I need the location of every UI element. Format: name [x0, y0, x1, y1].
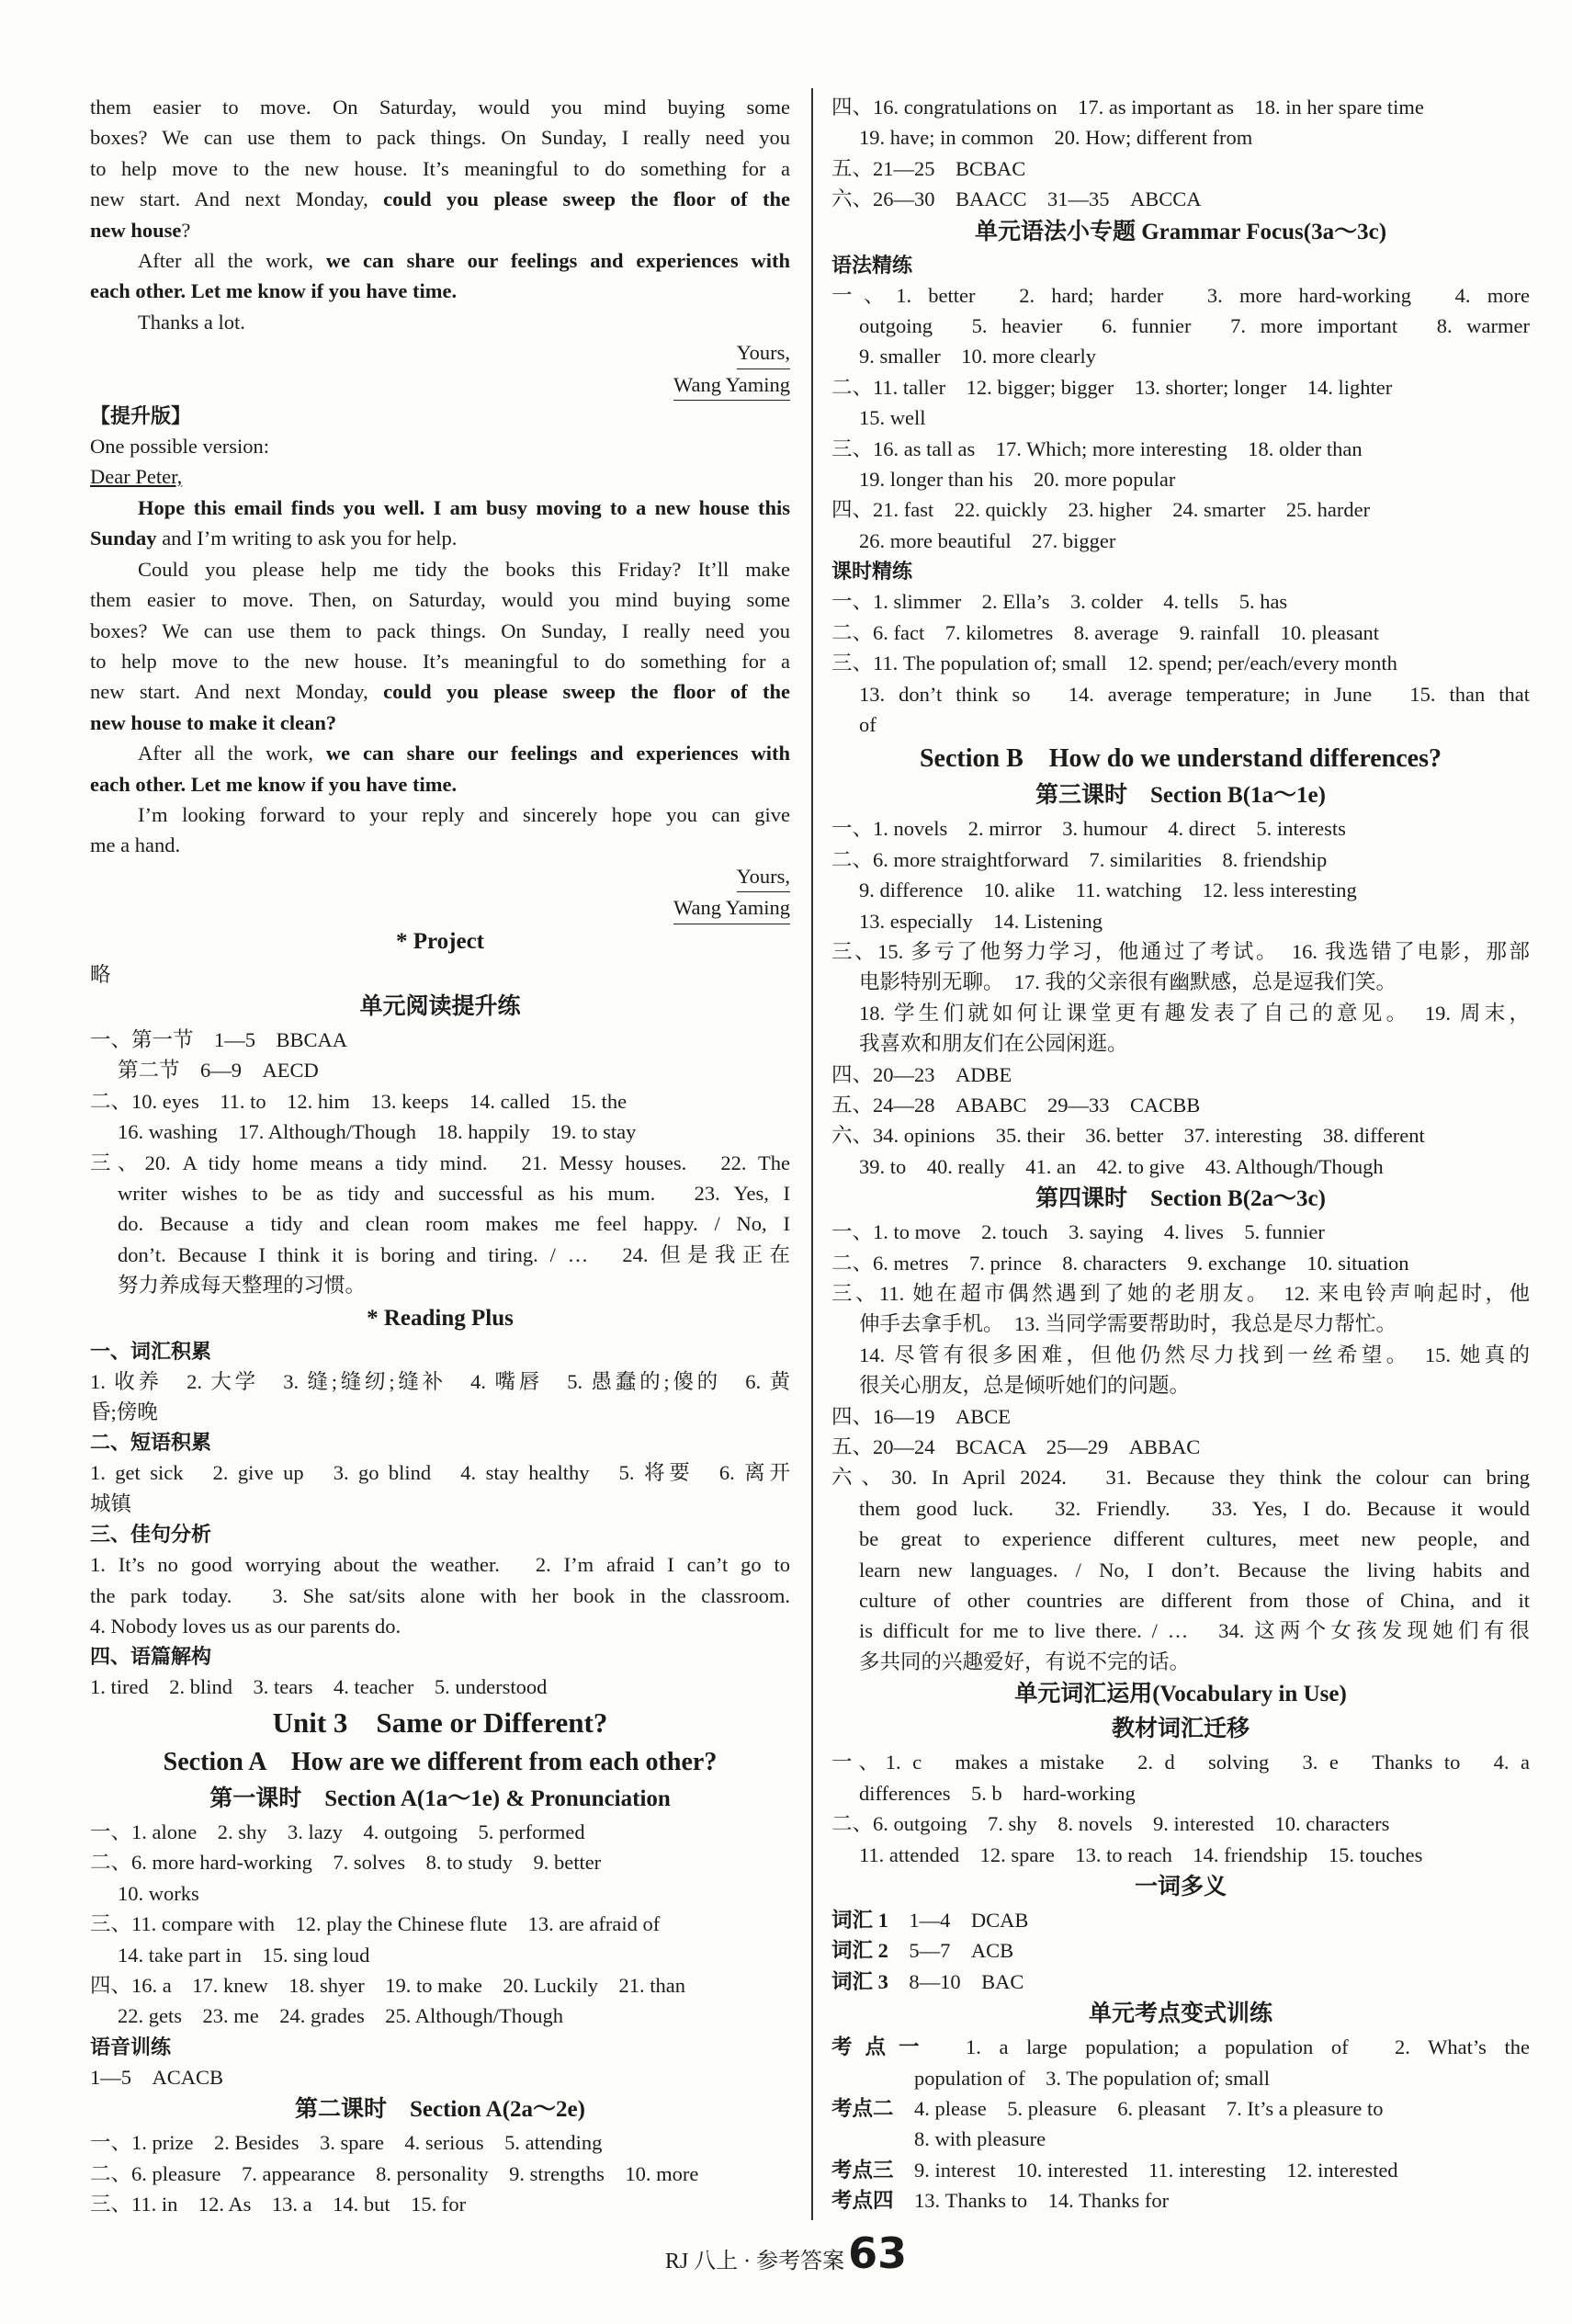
answer-line — [90, 1909, 790, 1939]
answer-line — [90, 92, 790, 122]
section-heading: 第二课时 Section A(2a～2e) — [295, 2097, 585, 2123]
text-segment: 五、21—25 BCBAC — [831, 156, 1026, 180]
sub-section-label: 语法精练 — [831, 253, 913, 277]
answer-line — [831, 1217, 1530, 1247]
answer-line — [831, 679, 1530, 709]
answer-line — [831, 153, 1530, 184]
answer-line — [831, 967, 1530, 997]
answer-line — [90, 554, 790, 584]
answer-line — [831, 1555, 1530, 1585]
answer-line — [90, 616, 790, 646]
text-segment: 二、6. metres 7. prince 8. characters 9. exchange 10. situation — [831, 1251, 1409, 1275]
text-segment: new start. And next Monday, — [90, 680, 384, 704]
answer-line — [831, 1462, 1530, 1492]
section-heading: 一词多义 — [1134, 1874, 1227, 1899]
footer-label: RJ 八上 · 参考答案 — [664, 2250, 845, 2273]
text-segment: 13. Thanks to 14. Thanks for — [893, 2189, 1170, 2213]
answer-line — [831, 586, 1530, 617]
text-segment: 一、1. better 2. hard; harder 3. more hard-working 4. more — [831, 283, 1530, 307]
text-segment: is difficult for me to live there. / … 34. 这两个女孩发现她们有很 — [859, 1619, 1530, 1643]
answer-line — [831, 2032, 1530, 2062]
text-segment: population of 3. The population of; small — [914, 2066, 1271, 2090]
answer-line — [831, 1935, 1530, 1966]
text-segment: 我喜欢和朋友们在公园闲逛。 — [859, 1032, 1128, 1056]
text-segment: 二、6. pleasure 7. appearance 8. personality 9. strengths 10. more — [90, 2161, 699, 2185]
text-segment: 15. well — [859, 406, 926, 430]
answer-line — [90, 2062, 790, 2092]
text-segment: 二、10. eyes 11. to 12. him 13. keeps 14. called 15. the — [90, 1089, 628, 1113]
answer-line — [831, 402, 1530, 433]
text-segment: 13. don’t think so 14. average temperature; in June 15. than that — [859, 682, 1530, 706]
answer-line — [90, 1581, 790, 1611]
section-heading: Section A How are we different from each other? — [163, 1747, 718, 1776]
answer-line — [90, 1611, 790, 1641]
answer-line — [831, 875, 1530, 905]
text-segment: differences 5. b hard-working — [859, 1781, 1136, 1805]
text-segment: 1—4 DCAB — [888, 1908, 1029, 1932]
answer-line — [90, 708, 790, 738]
text-segment: new start. And next Monday, — [90, 187, 384, 211]
text-segment: ? — [181, 218, 191, 242]
text-segment: Thanks a lot. — [138, 310, 245, 334]
text-segment: learn new languages. / No, I don’t. Because the living habits and — [859, 1558, 1530, 1581]
text-segment: writer wishes to be as tidy and successful as his mum. 23. Yes, I — [118, 1182, 790, 1205]
answer-line — [90, 2189, 790, 2219]
text-segment: boxes? We can use them to pack things. On Sunday, I really need you — [90, 618, 790, 642]
answer-line — [831, 526, 1530, 556]
answer-line — [90, 307, 790, 337]
answer-line — [831, 2063, 1530, 2093]
text-segment: 1. a large population; a population of 2. What’s the — [932, 2035, 1530, 2059]
answer-line — [831, 1278, 1530, 1309]
text-segment: 考点一 — [831, 2035, 933, 2059]
answer-line — [90, 1397, 790, 1427]
text-segment: I’m looking forward to your reply and sincerely hope you can give — [138, 802, 790, 826]
text-segment: 1—5 ACACB — [90, 2065, 224, 2089]
answer-line — [831, 2124, 1530, 2154]
text-segment: Wang Yaming — [673, 369, 790, 401]
text-segment: 一、1. c makes a mistake 2. d solving 3. e Thanks to 4. a — [831, 1751, 1530, 1774]
answer-line — [90, 1457, 790, 1488]
answer-line — [90, 153, 790, 184]
answer-line — [831, 906, 1530, 936]
text-segment: 三、20. A tidy home means a tidy mind. 21. Messy houses. 22. The — [90, 1151, 790, 1174]
answer-line — [831, 1778, 1530, 1808]
text-segment: 16. washing 17. Although/Though 18. happily 19. to stay — [118, 1120, 637, 1144]
text-segment: 多共同的兴趣爱好，有说不完的话。 — [859, 1649, 1191, 1673]
text-segment: 19. longer than his 20. more popular — [859, 468, 1176, 492]
text-segment: One possible version: — [90, 435, 269, 459]
text-segment: we can share our feelings and experiences with — [325, 249, 790, 273]
answer-line — [90, 1817, 790, 1847]
text-segment: After all the work, — [138, 742, 326, 765]
text-segment: 伸手去拿手机。 13. 当同学需要帮助时，我总是尽力帮忙。 — [859, 1312, 1397, 1336]
answer-line — [90, 1366, 790, 1397]
text-segment: 二、6. outgoing 7. shy 8. novels 9. interested 10. characters — [831, 1812, 1390, 1836]
answer-line — [831, 998, 1530, 1028]
answer-line — [90, 861, 790, 892]
answer-line — [90, 184, 790, 214]
answer-line — [90, 493, 790, 523]
answer-line — [831, 1340, 1530, 1370]
answer-line — [831, 709, 1530, 740]
text-segment: 26. more beautiful 27. bigger — [859, 528, 1116, 552]
answer-line — [90, 1117, 790, 1147]
answer-line — [831, 372, 1530, 402]
answer-line — [90, 1970, 790, 2001]
sub-section-label: 语音训练 — [90, 2035, 172, 2058]
text-segment: 二、6. fact 7. kilometres 8. average 9. rainfall 10. pleasant — [831, 620, 1380, 644]
text-segment: them easier to move. On Saturday, would you mind buying some — [90, 96, 790, 119]
text-segment: 五、20—24 BCACA 25—29 ABBAC — [831, 1435, 1201, 1459]
answer-line — [90, 369, 790, 401]
answer-line — [831, 1090, 1530, 1120]
text-segment: and I’m writing to ask you for help. — [156, 527, 458, 550]
answer-line — [831, 341, 1530, 371]
answer-line — [90, 122, 790, 153]
answer-line — [831, 280, 1530, 311]
answer-line — [90, 245, 790, 276]
text-segment: 8—10 BAC — [888, 1969, 1024, 1993]
sub-section-label: 【提升版】 — [90, 404, 192, 428]
answer-line — [90, 676, 790, 707]
text-segment: to help move to the new house. It’s meaningful to do something for a — [90, 156, 790, 180]
section-heading: * Project — [395, 928, 484, 954]
answer-line — [831, 1905, 1530, 1935]
text-segment: 19. have; in common 20. How; different from — [859, 126, 1253, 150]
text-segment: 1. tired 2. blind 3. tears 4. teacher 5. understood — [90, 1675, 548, 1699]
text-segment: 四、21. fast 22. quickly 23. higher 24. smarter 25. harder — [831, 498, 1371, 522]
section-heading: 教材词汇迁移 — [1111, 1717, 1250, 1742]
text-segment: 四、20—23 ADBE — [831, 1062, 1012, 1086]
text-segment: each other. Let me know if you have time. — [90, 279, 458, 303]
left-column — [90, 92, 790, 2219]
text-segment: 1. It’s no good worrying about the weather. 2. I’m afraid I can’t go to — [90, 1553, 790, 1577]
answer-line — [90, 1672, 790, 1702]
text-segment: each other. Let me know if you have time. — [90, 772, 458, 796]
answer-line — [90, 1086, 790, 1117]
text-segment: 10. works — [118, 1881, 199, 1905]
text-segment: Sunday — [90, 527, 157, 550]
text-segment: boxes? We can use them to pack things. On Sunday, I really need you — [90, 126, 790, 150]
text-segment: 14. take part in 15. sing loud — [118, 1943, 370, 1967]
page-footer — [0, 2228, 1572, 2278]
text-segment: 六、34. opinions 35. their 36. better 37. interesting 38. different — [831, 1124, 1425, 1148]
answer-line — [90, 1025, 790, 1055]
text-segment: Dear Peter, — [90, 465, 183, 489]
answer-line — [831, 813, 1530, 844]
answer-line — [90, 523, 790, 553]
section-heading: 第三课时 Section B(1a～1e) — [1035, 783, 1326, 809]
text-segment: 第二节 6—9 AECD — [118, 1059, 319, 1083]
section-heading: 第一课时 Section A(1a～1e) & Pronunciation — [209, 1786, 671, 1811]
text-segment: 一、1. slimmer 2. Ella’s 3. colder 4. tells 5. has — [831, 590, 1288, 614]
answer-line — [90, 1055, 790, 1085]
answer-line — [90, 1878, 790, 1909]
text-segment: 4. please 5. pleasure 6. pleasant 7. It’s a pleasure to — [893, 2096, 1384, 2120]
section-heading: 单元语法小专题 Grammar Focus(3a～3c) — [974, 219, 1387, 244]
text-segment: 三、11. 她在超市偶然遇到了她的老朋友。 12. 来电铃声响起时，他 — [831, 1282, 1530, 1305]
answer-line — [90, 1240, 790, 1270]
answer-line — [90, 1208, 790, 1239]
section-heading: 单元词汇运用(Vocabulary in Use) — [1014, 1682, 1347, 1707]
text-segment: 1. 收养 2. 大学 3. 缝;缝纫;缝补 4. 嘴唇 5. 愚蠢的;傻的 6. 黄 — [90, 1369, 790, 1393]
answer-line — [90, 1940, 790, 1970]
text-segment: 一、第一节 1—5 BBCAA — [90, 1027, 348, 1051]
right-column — [831, 92, 1530, 2216]
text-segment: 五、24—28 ABABC 29—33 CACBB — [831, 1093, 1201, 1117]
text-segment: 一、1. novels 2. mirror 3. humour 4. direct 5. interests — [831, 817, 1346, 841]
sub-section-label: 课时精练 — [831, 560, 913, 584]
text-segment: 8. with pleasure — [914, 2127, 1046, 2151]
answer-line — [831, 1524, 1530, 1554]
answer-line — [90, 646, 790, 676]
sub-section-label: 二、短语积累 — [90, 1431, 212, 1455]
text-segment: After all the work, — [138, 249, 326, 273]
text-segment: to help move to the new house. It’s meaningful to do something for a — [90, 649, 790, 673]
answer-line — [90, 337, 790, 368]
answer-line — [831, 464, 1530, 494]
text-segment: the park today. 3. She sat/sits alone with her book in the classroom. — [90, 1583, 790, 1607]
answer-line — [831, 1028, 1530, 1059]
text-segment: 四、16—19 ABCE — [831, 1404, 1012, 1428]
answer-line — [831, 2155, 1530, 2185]
text-segment: don’t. Because I think it is boring and tiring. / … 24. 但是我正在 — [118, 1242, 790, 1266]
answer-line — [831, 1401, 1530, 1432]
sub-section-label: 三、佳句分析 — [90, 1523, 212, 1547]
sub-section-label: 四、语篇解构 — [90, 1645, 212, 1669]
page-number: 63 — [848, 2228, 908, 2278]
answer-line — [831, 184, 1530, 214]
text-segment: 11. attended 12. spare 13. to reach 14. friendship 15. touches — [859, 1842, 1423, 1866]
answer-line — [90, 2159, 790, 2189]
answer-line — [90, 830, 790, 860]
answer-line — [831, 1120, 1530, 1151]
answer-line — [90, 1178, 790, 1208]
answer-line — [90, 1270, 790, 1300]
answer-line — [831, 2185, 1530, 2216]
answer-line — [831, 434, 1530, 464]
answer-line — [831, 618, 1530, 648]
text-segment: 六、30. In April 2024. 31. Because they think the colour can bring — [831, 1466, 1530, 1490]
text-segment: 9. smaller 10. more clearly — [859, 345, 1097, 368]
answer-line — [831, 1615, 1530, 1646]
answer-line — [90, 1489, 790, 1519]
text-segment: 考点四 — [831, 2189, 894, 2213]
text-segment: me a hand. — [90, 833, 181, 857]
answer-line — [831, 1840, 1530, 1870]
text-segment: 5—7 ACB — [888, 1939, 1014, 1963]
text-segment: them good luck. 32. Friendly. 33. Yes, I do. Because it would — [859, 1496, 1530, 1520]
answer-line — [90, 799, 790, 830]
text-segment: 词汇 1 — [831, 1908, 888, 1932]
text-segment: Yours, — [737, 337, 790, 368]
answer-line — [831, 92, 1530, 122]
text-segment: culture of other countries are different from those of China, and it — [859, 1589, 1530, 1613]
answer-line — [831, 1309, 1530, 1339]
text-segment: 9. interest 10. interested 11. interesting 12. interested — [893, 2158, 1398, 2182]
text-segment: 三、16. as tall as 17. Which; more interesting 18. older than — [831, 436, 1363, 460]
text-segment: Could you please help me tidy the books this Friday? It’ll make — [138, 557, 790, 581]
answer-line — [831, 1151, 1530, 1182]
answer-line — [831, 1060, 1530, 1090]
text-segment: Hope this email finds you well. I am busy moving to a new house this — [138, 495, 790, 519]
answer-line — [831, 1370, 1530, 1400]
answer-line — [831, 122, 1530, 153]
answer-line — [90, 738, 790, 768]
text-segment: 三、11. The population of; small 12. spend; per/each/every month — [831, 652, 1397, 675]
answer-line — [90, 2127, 790, 2158]
answer-line — [90, 2001, 790, 2031]
text-segment: outgoing 5. heavier 6. funnier 7. more important 8. warmer — [859, 314, 1530, 338]
answer-line — [90, 276, 790, 306]
text-segment: do. Because a tidy and clean room makes me feel happy. / No, I — [118, 1212, 790, 1236]
text-segment: 昏;傍晚 — [90, 1400, 158, 1424]
answer-line — [90, 959, 790, 990]
text-segment: of — [859, 712, 876, 736]
text-segment: 一、1. to move 2. touch 3. saying 4. lives 5. funnier — [831, 1220, 1325, 1244]
answer-line — [831, 648, 1530, 678]
text-segment: new house — [90, 218, 182, 242]
answer-line — [831, 845, 1530, 875]
answer-line — [831, 1585, 1530, 1615]
text-segment: 努力养成每天整理的习惯。 — [118, 1274, 367, 1298]
text-segment: 四、16. congratulations on 17. as important as 18. in her spare time — [831, 96, 1424, 119]
text-segment: them easier to move. Then, on Saturday, would you mind buying some — [90, 588, 790, 612]
text-segment: 词汇 2 — [831, 1939, 888, 1963]
section-heading: * Reading Plus — [367, 1305, 514, 1331]
sub-section-label: 一、词汇积累 — [90, 1339, 212, 1363]
text-segment: 一、1. alone 2. shy 3. lazy 4. outgoing 5. performed — [90, 1820, 585, 1843]
answer-line — [831, 1248, 1530, 1278]
text-segment: Wang Yaming — [673, 892, 790, 924]
text-segment: new house to make it clean? — [90, 710, 337, 734]
text-segment: 城镇 — [90, 1491, 132, 1515]
text-segment: 考点二 — [831, 2096, 894, 2120]
answer-line — [831, 494, 1530, 525]
section-heading: 单元考点变式训练 — [1088, 2001, 1272, 2027]
answer-line — [831, 1967, 1530, 1997]
answer-line — [90, 1549, 790, 1580]
text-segment: 一、1. prize 2. Besides 3. spare 4. serious 5. attending — [90, 2131, 603, 2155]
text-segment: 四、16. a 17. knew 18. shyer 19. to make 20. Luckily 21. than — [90, 1973, 686, 1997]
text-segment: could you please sweep the floor of the — [383, 680, 790, 704]
text-segment: 4. Nobody loves us as our parents do. — [90, 1615, 401, 1638]
section-heading: Unit 3 Same or Different? — [272, 1706, 608, 1739]
answer-line — [831, 1808, 1530, 1839]
text-segment: 二、11. taller 12. bigger; bigger 13. shorter; longer 14. lighter — [831, 375, 1393, 399]
text-segment: 9. difference 10. alike 11. watching 12. less interesting — [859, 879, 1357, 902]
section-heading: 第四课时 Section B(2a～3c) — [1035, 1186, 1326, 1212]
text-segment: 略 — [90, 962, 111, 986]
text-segment: 二、6. more hard-working 7. solves 8. to study 9. better — [90, 1851, 602, 1875]
section-heading: 单元阅读提升练 — [359, 993, 521, 1019]
text-segment: 很关心朋友，总是倾听她们的问题。 — [859, 1374, 1191, 1398]
answer-line — [831, 1647, 1530, 1677]
text-segment: 考点三 — [831, 2158, 894, 2182]
column-divider — [811, 88, 813, 2220]
text-segment: 二、6. more straightforward 7. similarities 8. friendship — [831, 847, 1328, 871]
answer-line — [831, 936, 1530, 967]
answer-line — [90, 1847, 790, 1877]
answer-line — [90, 584, 790, 615]
answer-line — [90, 1148, 790, 1178]
text-segment: 三、11. compare with 12. play the Chinese flute 13. are afraid of — [90, 1912, 661, 1936]
text-segment: Yours, — [737, 861, 790, 892]
text-segment: 三、11. in 12. As 13. a 14. but 15. for — [90, 2192, 467, 2216]
answer-line — [90, 431, 790, 461]
answer-line — [90, 769, 790, 799]
text-segment: be great to experience different cultures, meet new people, and — [859, 1527, 1530, 1551]
text-segment: 14. 尽管有很多困难，但他仍然尽力找到一丝希望。 15. 她真的 — [859, 1343, 1530, 1366]
answer-line — [831, 2093, 1530, 2124]
answer-line — [90, 215, 790, 245]
text-segment: 电影特别无聊。 17. 我的父亲很有幽默感，总是逗我们笑。 — [859, 970, 1397, 994]
answer-line — [831, 1747, 1530, 1777]
answer-line — [90, 892, 790, 924]
text-segment: 词汇 3 — [831, 1969, 888, 1993]
text-segment: 18. 学生们就如何让课堂更有趣发表了自己的意见。 19. 周末， — [859, 1001, 1530, 1025]
text-segment: 六、26—30 BAACC 31—35 ABCCA — [831, 187, 1202, 211]
text-segment: we can share our feelings and experiences with — [325, 742, 790, 765]
text-segment: 13. especially 14. Listening — [859, 909, 1103, 933]
text-segment: 三、15. 多亏了他努力学习，他通过了考试。 16. 我选错了电影，那部 — [831, 939, 1530, 963]
text-segment: 39. to 40. really 41. an 42. to give 43. Although/Though — [859, 1154, 1384, 1178]
answer-line — [831, 311, 1530, 341]
section-heading: Section B How do we understand differences? — [919, 744, 1442, 774]
text-segment: could you please sweep the floor of the — [383, 187, 790, 211]
text-segment: 1. get sick 2. give up 3. go blind 4. stay healthy 5. 将要 6. 离开 — [90, 1461, 790, 1485]
answer-line — [831, 1493, 1530, 1524]
answer-line — [831, 1432, 1530, 1462]
text-segment: 22. gets 23. me 24. grades 25. Although/Though — [118, 2004, 563, 2028]
answer-line — [90, 461, 790, 492]
